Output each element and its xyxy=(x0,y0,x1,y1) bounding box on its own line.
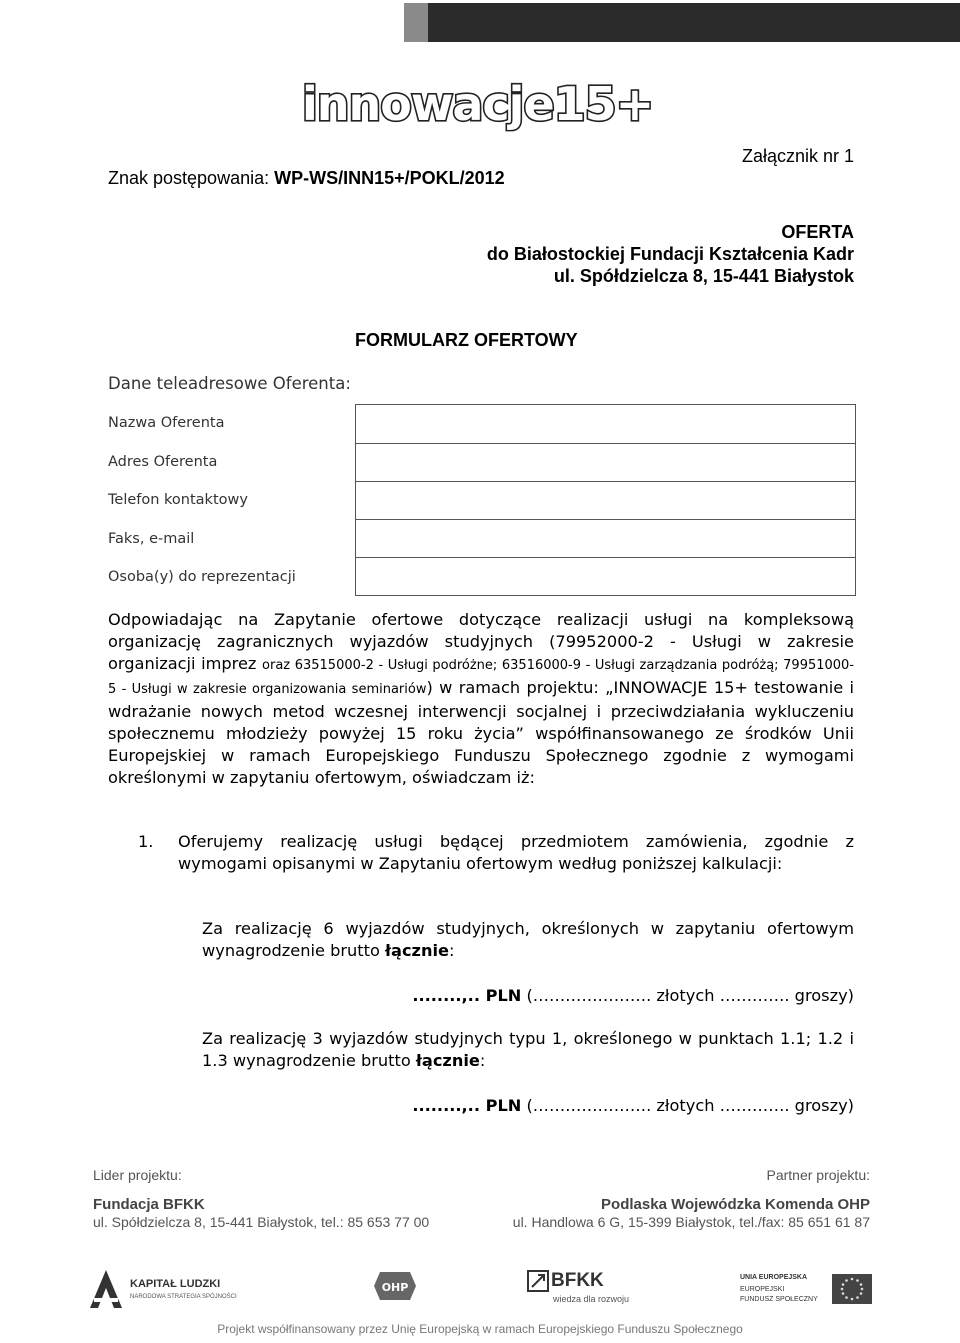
svg-text:innowacje15+: innowacje15+ xyxy=(302,77,654,131)
field-input-osoba[interactable] xyxy=(356,557,855,596)
price-1-words: (…………………. złotych …………. groszy) xyxy=(521,986,854,1005)
leader-name: Fundacja BFKK xyxy=(93,1196,205,1213)
item-1-text: Oferujemy realizację usługi będącej przedmiotem zamówienia, zgodnie z wymogami opisanymi w Zapytaniu ofertowym według poniższej kalkulacji: xyxy=(178,832,854,873)
intro-text-b: ) w ramach projektu: „INNOWACJE 15+ testowanie i wdrażanie nowych metod wczesnej interwencji socjalnej i przeciwdziałania wykluczeniu społecznemu młodzieży powyżej 15 roku życia” współfinansowanego ze środków Unii Europejskiej w ramach Europejskiego Funduszu Społecznego zgodnie z wymogami określonymi w zapytaniu ofertowym, oświadczam iż: xyxy=(108,678,855,787)
section-label: Dane teleadresowe Oferenta: xyxy=(108,374,351,393)
svg-text:OHP: OHP xyxy=(381,1281,409,1294)
bfkk-title: BFKK xyxy=(551,1270,604,1291)
price-line-1 xyxy=(360,985,854,1007)
price-2-amount: ........,.. PLN xyxy=(412,1096,522,1115)
calculation-2-text: Za realizację 3 wyjazdów studyjnych typu 1, określonego w punktach 1.1; 1.2 i 1.3 wynagrodzenie brutto xyxy=(202,1029,854,1070)
innowacje-logo xyxy=(296,72,656,134)
field-input-faks[interactable] xyxy=(356,519,855,558)
price-line-2 xyxy=(360,1095,854,1117)
calculation-1-colon: : xyxy=(449,941,455,960)
kapital-ludzki-title: KAPITAŁ LUDZKI xyxy=(130,1278,221,1290)
field-label-adres: Adres Oferenta xyxy=(108,454,218,470)
field-input-adres[interactable] xyxy=(356,443,855,482)
cofinance-note: Projekt współfinansowany przez Unię Europejską w ramach Europejskiego Funduszu Społecznego xyxy=(217,1322,743,1336)
top-decorative-bar xyxy=(0,0,960,42)
field-label-telefon: Telefon kontaktowy xyxy=(108,492,248,508)
partner-address: ul. Handlowa 6 G, 15-399 Białystok, tel./fax: 85 651 61 87 xyxy=(512,1214,870,1230)
calculation-1-text: Za realizację 6 wyjazdów studyjnych, określonych w zapytaniu ofertowym wynagrodzenie brutto xyxy=(202,919,854,960)
field-label-nazwa: Nazwa Oferenta xyxy=(108,415,225,431)
intro-paragraph xyxy=(108,609,854,789)
offerer-data-table xyxy=(355,404,856,596)
kapital-ludzki-icon xyxy=(88,1268,124,1310)
item-1-number: 1. xyxy=(138,832,154,851)
ohp-logo xyxy=(370,1266,420,1306)
field-label-osoba: Osoba(y) do reprezentacji xyxy=(108,569,296,585)
eu-line-3: FUNDUSZ SPOŁECZNY xyxy=(740,1296,818,1303)
case-number-line xyxy=(108,168,505,189)
offer-title: OFERTA xyxy=(781,222,854,242)
eu-flag-icon xyxy=(832,1274,872,1304)
intro-text-a: Odpowiadając na Zapytanie ofertowe dotyczące realizacji usługi na kompleksową organizację zagranicznych wyjazdów studyjnych (79952000-2 - Usługi w zakresie organizacji imprez xyxy=(108,610,854,673)
calculation-1-bold: łącznie xyxy=(385,941,450,960)
case-number: WP-WS/INN15+/POKL/2012 xyxy=(274,168,505,188)
intro-text-cpv: oraz 63515000-2 - Usługi podróżne; 63516000-9 - Usługi zarządzania podróżą; 79951000-5 - Usługi w zakresie organizowania seminariów xyxy=(108,658,855,697)
eu-line-1: UNIA EUROPEJSKA xyxy=(740,1274,808,1281)
bfkk-sub: wiedza dla rozwoju xyxy=(553,1294,630,1304)
leader-address: ul. Spółdzielcza 8, 15-441 Białystok, tel.: 85 653 77 00 xyxy=(93,1214,430,1230)
calculation-2 xyxy=(202,1028,854,1072)
case-number-label: Znak postępowania: xyxy=(108,168,275,188)
recipient-line-1: do Białostockiej Fundacji Kształcenia Kadr xyxy=(486,244,854,264)
bfkk-icon xyxy=(527,1270,549,1292)
partner-label: Partner projektu: xyxy=(766,1167,870,1183)
calculation-2-colon: : xyxy=(479,1051,486,1070)
form-title: FORMULARZ OFERTOWY xyxy=(355,330,578,350)
eu-logo xyxy=(740,1272,890,1312)
calculation-1 xyxy=(202,918,854,962)
calculation-2-bold: łącznie xyxy=(415,1051,480,1070)
field-label-faks: Faks, e-mail xyxy=(108,531,195,547)
attachment-label: Załącznik nr 1 xyxy=(741,146,854,166)
kapital-ludzki-logo xyxy=(88,1266,238,1314)
eu-line-2: EUROPEJSKI xyxy=(740,1286,785,1293)
bfkk-logo xyxy=(527,1270,637,1310)
kapital-ludzki-sub: NARODOWA STRATEGIA SPÓJNOŚCI xyxy=(130,1294,237,1300)
field-input-telefon[interactable] xyxy=(356,481,855,520)
leader-label: Lider projektu: xyxy=(93,1167,182,1183)
recipient-line-2: ul. Spółdzielcza 8, 15-441 Białystok xyxy=(553,266,854,286)
field-input-nazwa[interactable] xyxy=(356,405,855,443)
price-1-amount: ........,.. PLN xyxy=(412,986,522,1005)
price-2-words: (…………………. złotych …………. groszy) xyxy=(521,1096,854,1115)
partner-name: Podlaska Wojewódzka Komenda OHP xyxy=(601,1196,870,1213)
